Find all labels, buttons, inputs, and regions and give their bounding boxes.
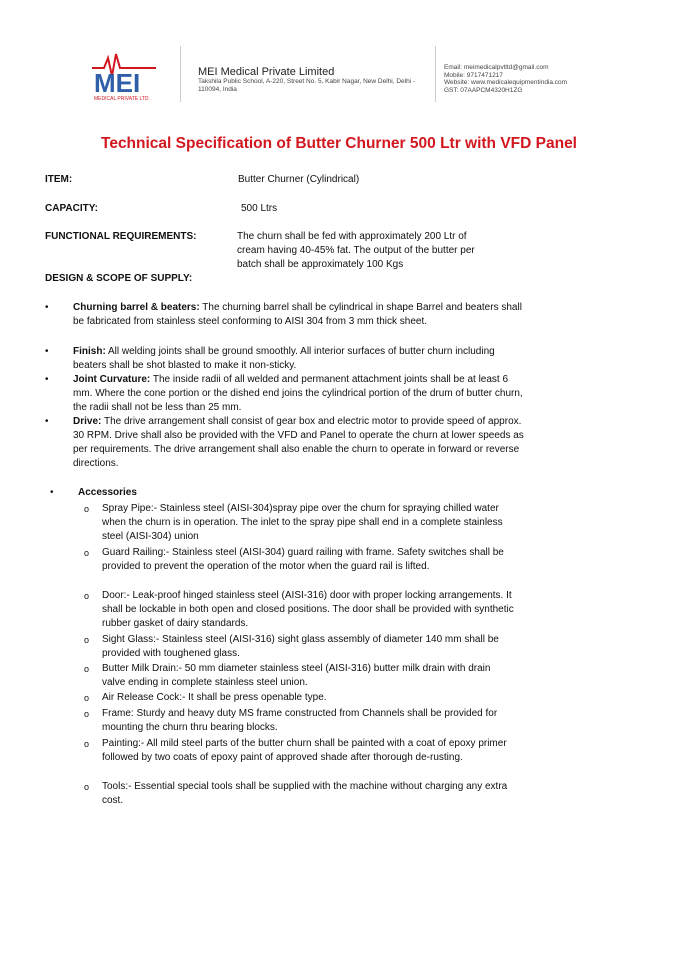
capacity-value: 500 Ltrs (241, 203, 278, 214)
accessory-item: o Air Release Cock:- It shall be press openable type. (84, 692, 327, 703)
accessory-item: o Spray Pipe:- Stainless steel (AISI-304)spray pipe over the churn for spraying chilled water when the churn is in operation. The inlet to the spray pipe shall end in a complete stainless steel (AISI-304) union (84, 503, 503, 543)
document-title: Technical Specification of Butter Churner 500 Ltr with VFD Panel (101, 135, 577, 152)
accessory-item: o Door:- Leak-proof hinged stainless steel (AISI-316) door with proper locking arrangements. It shall be lockable in both open and closed positions. The door shall be provided with synthetic rubber gasket of dairy standards. (84, 590, 514, 630)
bullet-item: • Finish: All welding joints shall be ground smoothly. All interior surfaces of butter churn including beaters shall be shot blasted to make it non-sticky. (45, 346, 495, 371)
accessory-item: o Sight Glass:- Stainless steel (AISI-316) sight glass assembly of diameter 140 mm shall be provided with toughened glass. (84, 634, 499, 660)
bullet-item: • Joint Curvature: The inside radii of all welded and permanent attachment joints shall be at least 6 mm. Where the cone portion or the dished end joins the cylindrical portion of the drum of butter churn, the radii shall not be less than 25 mm. (45, 374, 523, 413)
letterhead (0, 46, 678, 106)
svg-text:MEDICAL PRIVATE LTD.: MEDICAL PRIVATE LTD. (94, 96, 150, 102)
accessories-heading: • Accessories (50, 487, 137, 498)
company-logo (90, 52, 160, 102)
functional-label: FUNCTIONAL REQUIREMENTS: (45, 231, 197, 242)
website: Website: www.medicalequipmentindia.com (444, 79, 568, 86)
bullet-item: • Drive: The drive arrangement shall consist of gear box and electric motor to provide speed of approx. 30 RPM. Drive shall also be provided with the VFD and Panel to operate the churn at lower speeds as per requirements. The drive arrangement shall also enable the churn to operate in forward or reverse directions. (45, 416, 524, 469)
functional-value: The churn shall be fed with approximately 200 Ltr of cream having 40-45% fat. The output of the butter per batch shall be approximately 100 Kgs (237, 231, 475, 270)
accessory-item: o Tools:- Essential special tools shall be supplied with the machine without charging any extra cost. (84, 781, 508, 807)
company-address: Takshila Public School, A-220, Street No. 5, Kabir Nagar, New Delhi, Delhi - 110094, India (198, 78, 416, 93)
gst: GST: 07AAPCM4320H1ZG (444, 86, 523, 94)
bullet-item: • Churning barrel & beaters: The churning barrel shall be cylindrical in shape Barrel and beaters shall be fabricated from stainless steel conforming to AISI 304 from 3 mm thick sheet. (45, 302, 522, 327)
company-name: MEI Medical Private Limited (198, 66, 335, 78)
accessory-item: o Frame: Sturdy and heavy duty MS frame constructed from Channels shall be provided for mounting the churn thru bearing blocks. (84, 708, 498, 734)
item-value: Butter Churner (Cylindrical) (238, 174, 360, 185)
email: Email: meimedicalpvtltd@gmail.com (444, 64, 549, 71)
accessory-item: o Painting:- All mild steel parts of the butter churn shall be painted with a coat of epoxy primer followed by two coats of epoxy paint of approved shade after thorough de-rusting. (84, 738, 507, 764)
svg-text:MEI: MEI (94, 68, 141, 98)
design-heading: DESIGN & SCOPE OF SUPPLY: (45, 273, 193, 284)
capacity-label: CAPACITY: (45, 203, 98, 214)
accessory-item: o Butter Milk Drain:- 50 mm diameter stainless steel (AISI-316) butter milk drain with drain valve ending in complete stainless steel union. (84, 663, 491, 689)
mobile: Mobile: 9717471217 (444, 71, 503, 79)
divider (435, 46, 436, 102)
divider (180, 46, 181, 102)
contact-info (444, 64, 567, 94)
accessory-item: o Guard Railing:- Stainless steel (AISI-304) guard railing with frame. Safety switches shall be provided to prevent the operation of the motor when the guard rail is lifted. (84, 547, 504, 573)
item-label: ITEM: (45, 174, 73, 185)
